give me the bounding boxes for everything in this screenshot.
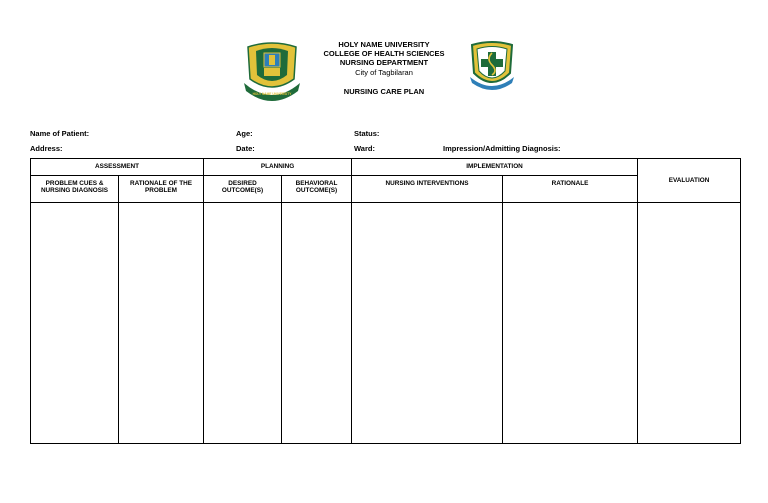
city-name: City of Tagbilaran [355, 67, 413, 77]
nursing-department-seal-logo [466, 39, 518, 93]
implementation-header: IMPLEMENTATION [352, 159, 638, 176]
rationale-header: RATIONALE [503, 176, 638, 203]
university-name: HOLY NAME UNIVERSITY [338, 40, 430, 49]
behavioral-outcome-cell[interactable] [282, 203, 352, 444]
institution-header [300, 40, 468, 96]
problem-cues-cell[interactable] [31, 203, 119, 444]
college-name: COLLEGE OF HEALTH SCIENCES [323, 49, 445, 59]
rationale-problem-cell[interactable] [119, 203, 204, 444]
nursing-interventions-cell[interactable] [352, 203, 503, 444]
planning-header: PLANNING [204, 159, 352, 176]
date-label: Date: [236, 144, 255, 153]
age-label: Age: [236, 129, 253, 138]
nursing-interventions-header: NURSING INTERVENTIONS [352, 176, 503, 203]
address-label: Address: [30, 144, 63, 153]
assessment-header: ASSESSMENT [31, 159, 204, 176]
table-body-row [31, 203, 741, 444]
rationale-cell[interactable] [503, 203, 638, 444]
department-name: NURSING DEPARTMENT [339, 58, 429, 68]
desired-outcome-cell[interactable] [204, 203, 282, 444]
evaluation-cell[interactable] [638, 203, 741, 444]
rationale-problem-header: RATIONALE OF THE PROBLEM [119, 176, 204, 203]
desired-outcome-header: DESIRED OUTCOME(S) [204, 176, 282, 203]
status-label: Status: [354, 129, 380, 138]
evaluation-header: EVALUATION [638, 159, 741, 203]
university-seal-logo [242, 39, 302, 105]
diagnosis-label: Impression/Admitting Diagnosis: [443, 144, 561, 153]
seal-ribbon-text: HOLY NAME UNIVERSITY [252, 92, 292, 96]
problem-cues-header: PROBLEM CUES & NURSING DIAGNOSIS [31, 176, 119, 203]
behavioral-outcome-header: BEHAVIORAL OUTCOME(S) [282, 176, 352, 203]
nursing-care-plan-table [30, 158, 741, 444]
patient-name-label: Name of Patient: [30, 129, 90, 138]
ward-label: Ward: [354, 144, 375, 153]
form-title: NURSING CARE PLAN [343, 86, 425, 96]
